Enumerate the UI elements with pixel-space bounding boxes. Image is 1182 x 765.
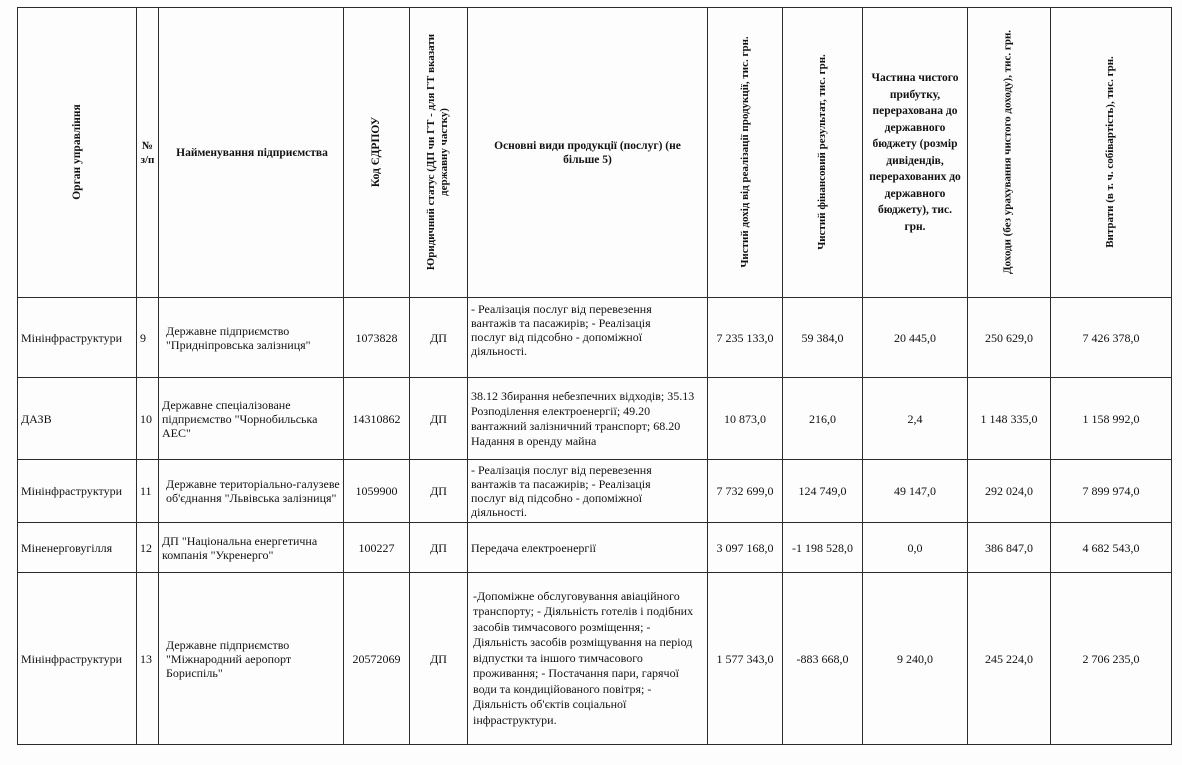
- cell-revenue: 292 024,0: [985, 484, 1033, 498]
- cell-legal-status: ДП: [430, 411, 447, 426]
- header-profit-share: Частина чистого прибутку, перерахована до державного бюджету (розмір дивідендів, перерахованих до державного бюджету), тис. грн.: [869, 72, 961, 233]
- header-number: № з/п: [140, 139, 155, 166]
- cell-products: - Реалізація послуг від перевезення вантажів та пасажирів; - Реалізація послуг від підсобно - допоміжної діяльності.: [471, 302, 652, 358]
- cell-number: 9: [140, 330, 146, 345]
- cell-edrpou: 1073828: [355, 330, 398, 345]
- cell-legal-status: ДП: [430, 484, 447, 498]
- cell-organ: Мінінфраструктури: [21, 484, 123, 498]
- header-legal-status: Юридичний статус (ДП чи ГТ - для ГТ вказати державну частку): [425, 33, 450, 271]
- cell-products: -Допоміжне обслуговування авіаційного транспорту; - Діяльність готелів і подібних засобів тимчасового розміщення; - Діяльність засобів розміщування на період відпустки та іншого тимчасового проживання; - Постачання пари, гарячої води та кондиційованого повітря; - Діяльність об'єктів соціальної інфраструктури.: [473, 588, 694, 727]
- header-net-income: Чистий дохід від реалізації продукції, тис. грн.: [739, 36, 751, 268]
- cell-profit-share: 0,0: [907, 540, 923, 555]
- cell-edrpou: 100227: [358, 540, 395, 555]
- cell-revenue: 245 224,0: [985, 651, 1033, 666]
- cell-organ: Мінінфраструктури: [21, 651, 123, 666]
- cell-legal-status: ДП: [430, 651, 447, 666]
- cell-expenses: 1 158 992,0: [1082, 411, 1140, 426]
- cell-organ: Мінінфраструктури: [21, 330, 123, 345]
- cell-net-income: 7 235 133,0: [716, 330, 774, 345]
- cell-net-result: 216,0: [809, 411, 836, 426]
- header-organ: Орган управління: [71, 104, 83, 200]
- cell-net-result: -1 198 528,0: [792, 540, 853, 555]
- column-divider: [1171, 7, 1172, 745]
- cell-profit-share: 2,4: [907, 411, 923, 426]
- cell-number: 12: [140, 540, 152, 555]
- cell-organ: ДАЗВ: [21, 411, 52, 426]
- cell-legal-status: ДП: [430, 540, 447, 555]
- cell-expenses: 2 706 235,0: [1082, 651, 1140, 666]
- cell-organ: Міненерговугілля: [21, 540, 113, 555]
- cell-net-income: 7 732 699,0: [716, 484, 774, 498]
- cell-products: - Реалізація послуг від перевезення вантажів та пасажирів; - Реалізація послуг від підсобно - допоміжної діяльності.: [471, 463, 652, 519]
- table-border-bottom: [17, 744, 1172, 745]
- cell-net-income: 3 097 168,0: [716, 540, 774, 555]
- cell-expenses: 7 899 974,0: [1082, 484, 1140, 498]
- cell-products: 38.12 Збирання небезпечних відходів; 35.13 Розподілення електроенергії; 49.20 вантажний залізничний транспорт; 68.20 Надання в оренду майна: [471, 388, 695, 448]
- cell-edrpou: 20572069: [352, 651, 401, 666]
- header-main-products: Основні види продукції (послуг) (не більше 5): [494, 139, 681, 166]
- cell-profit-share: 9 240,0: [897, 651, 933, 666]
- cell-profit-share: 49 147,0: [894, 484, 936, 498]
- cell-net-result: -883 668,0: [796, 651, 849, 666]
- header-net-result: Чистий фінансовий результат, тис. грн.: [816, 54, 828, 250]
- header-edrpou-code: Код ЄДРПОУ: [370, 116, 382, 188]
- cell-net-result: 59 384,0: [801, 330, 844, 345]
- cell-products: Передача електроенергії: [471, 540, 596, 555]
- cell-enterprise-name: Державне спеціалізоване підприємство "Чорнобильська АЕС": [162, 397, 318, 440]
- cell-net-income: 10 873,0: [724, 411, 766, 426]
- cell-enterprise-name: ДП "Національна енергетична компанія "Укренерго": [162, 533, 318, 562]
- cell-net-result: 124 749,0: [798, 484, 847, 498]
- cell-enterprise-name: Державне підприємство "Міжнародний аеропорт Бориспіль": [166, 637, 292, 680]
- header-expenses: Витрати (в т. ч. собівартість), тис. грн.: [1104, 56, 1116, 248]
- cell-revenue: 250 629,0: [985, 330, 1033, 345]
- header-revenue: Доходи (без урахування чистого доходу), тис. грн.: [1001, 29, 1014, 275]
- cell-expenses: 7 426 378,0: [1082, 330, 1140, 345]
- enterprise-table: [17, 7, 1172, 750]
- cell-enterprise-name: Державне підприємство "Придніпровська залізниця": [166, 323, 311, 352]
- cell-enterprise-name: Державне територіально-галузеве об'єднання "Львівська залізниця": [166, 477, 340, 505]
- cell-number: 13: [140, 651, 152, 666]
- cell-profit-share: 20 445,0: [894, 330, 936, 345]
- cell-number: 10: [140, 411, 152, 426]
- cell-expenses: 4 682 543,0: [1082, 540, 1140, 555]
- cell-revenue: 1 148 335,0: [980, 411, 1038, 426]
- cell-revenue: 386 847,0: [985, 540, 1033, 555]
- cell-net-income: 1 577 343,0: [716, 651, 774, 666]
- cell-edrpou: 14310862: [352, 411, 401, 426]
- cell-legal-status: ДП: [430, 330, 447, 345]
- header-enterprise-name: Найменування підприємства: [176, 146, 328, 159]
- cell-edrpou: 1059900: [355, 484, 398, 498]
- cell-number: 11: [140, 484, 152, 498]
